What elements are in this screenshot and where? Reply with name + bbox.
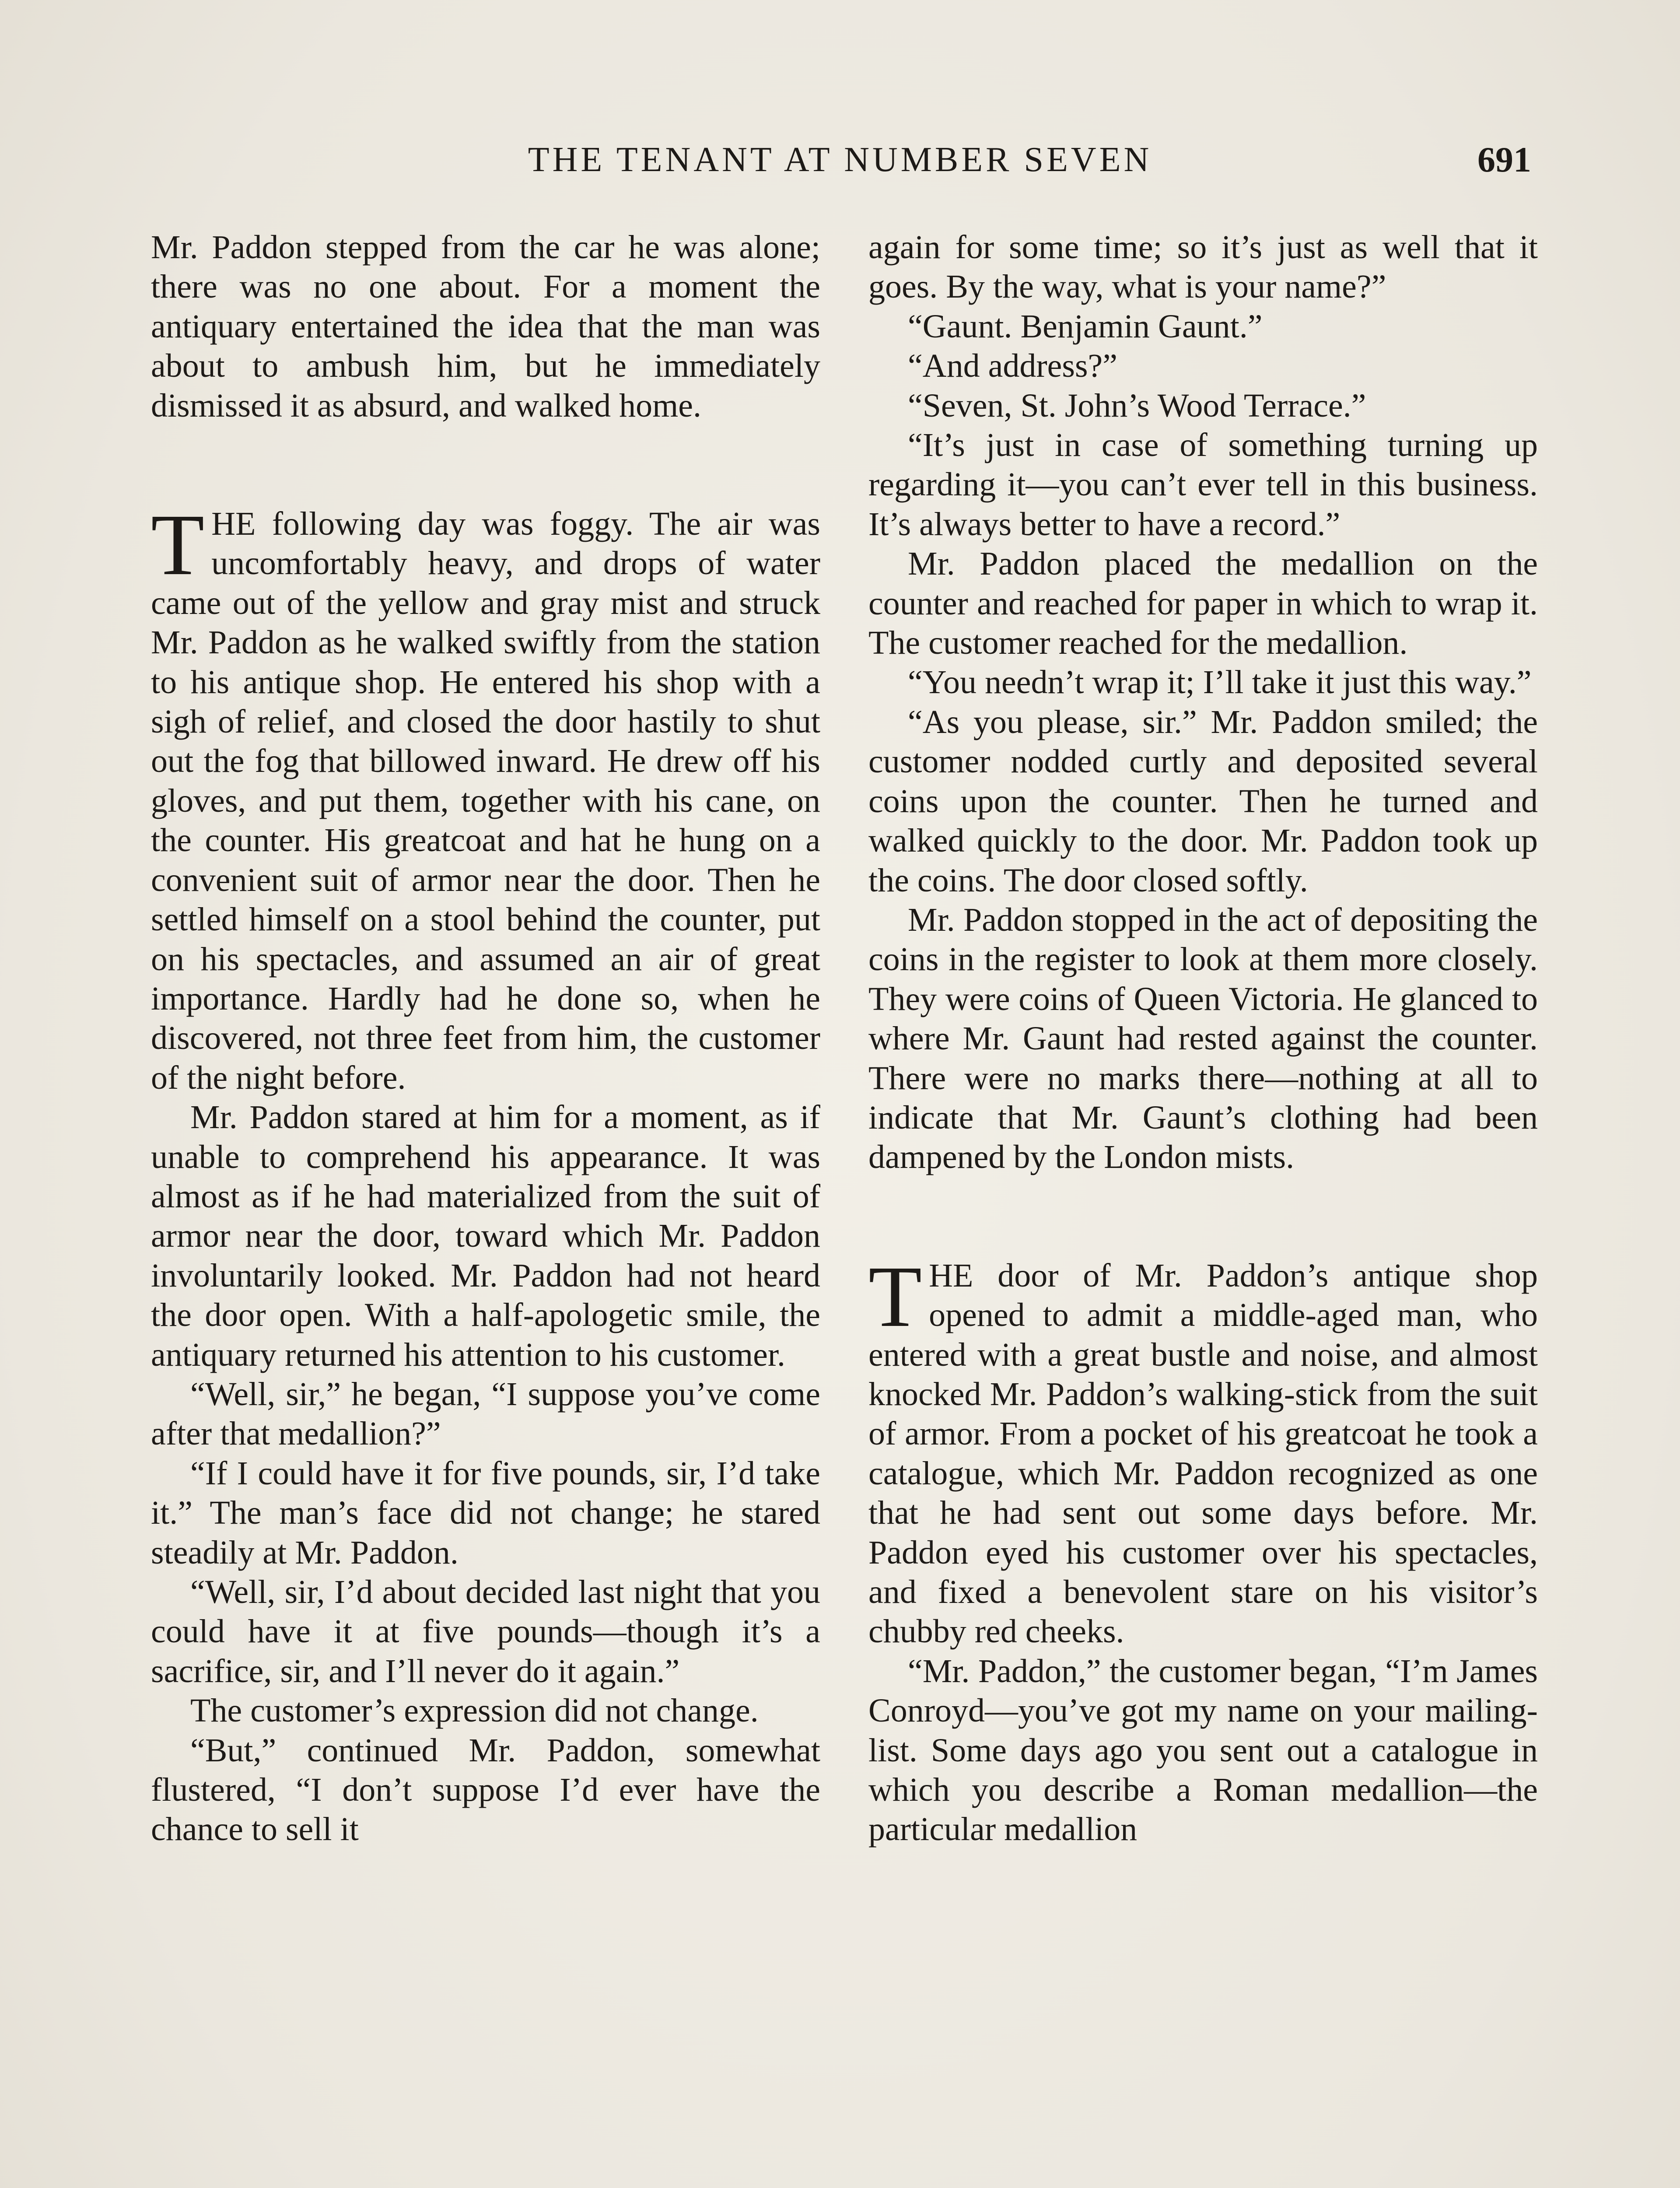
paragraph: “Well, sir, I’d about decided last night that you could have it at five pounds—though it’s a sacrifice, sir, and I’ll never do it again.” bbox=[151, 1574, 820, 1690]
page-header bbox=[149, 133, 1531, 186]
small-caps-lead: HE bbox=[929, 1257, 973, 1294]
small-caps-lead: HE bbox=[211, 505, 256, 543]
paragraph-drop-cap bbox=[151, 497, 820, 1098]
paragraph: “If I could have it for five pounds, sir, I’d take it.” The man’s face did not change; he stared steadily at Mr. Paddon. bbox=[151, 1455, 820, 1571]
paragraph-text: following day was foggy. The air was uncomfortably heavy, and drops of water came out of the yellow and gray mist and struck Mr. Paddon as he walked swiftly from the station to his antique shop. He entered his shop with a sigh of relief, and closed the door hastily to shut out the fog that billowed inward. He drew off his gloves, and put them, together with his cane, on the counter. His greatcoat and hat he hung on a convenient suit of armor near the door. Then he settled himself on a stool behind the counter, put on his spectacles, and assumed an air of great importance. Hardly had he done so, when he discovered, not three feet from him, the customer of the night before. bbox=[151, 505, 820, 1096]
paragraph: again for some time; so it’s just as well that it goes. By the way, what is your name?” bbox=[868, 229, 1538, 305]
paragraph: “But,” continued Mr. Paddon, somewhat flustered, “I don’t suppose I’d ever have the chance to sell it bbox=[151, 1732, 820, 1848]
paragraph: “Mr. Paddon,” the customer began, “I’m James Conroyd—you’ve got my name on your mailing-list. Some days ago you sent out a catalogue in which you describe a Roman medallion—the particular medallion bbox=[868, 1652, 1538, 1848]
paragraph: “It’s just in case of something turning up regarding it—you can’t ever tell in this business. It’s always better to have a record.” bbox=[868, 427, 1538, 543]
paragraph-drop-cap bbox=[868, 1248, 1538, 1652]
paragraph: “You needn’t wrap it; I’ll take it just this way.” bbox=[908, 664, 1532, 701]
paragraph: Mr. Paddon stepped from the car he was alone; there was no one about. For a moment the antiquary entertained the idea that the man was about to ambush him, but he immediately dismissed it as absurd, and walked home. bbox=[151, 229, 820, 424]
paragraph: “Gaunt. Benjamin Gaunt.” bbox=[908, 308, 1263, 345]
paragraph-text: door of Mr. Paddon’s antique shop opened to admit a middle-aged man, who entered with a great bustle and noise, and almost knocked Mr. Paddon’s walking-stick from the suit of armor. From a pocket of his greatcoat he took a catalogue, which Mr. Paddon recognized as one that he had sent out some days before. Mr. Paddon eyed his customer over his spectacles, and fixed a benevolent stare on his visitor’s chubby red cheeks. bbox=[868, 1257, 1538, 1650]
paragraph: “Seven, St. John’s Wood Terrace.” bbox=[908, 387, 1366, 424]
page-number: 691 bbox=[1477, 140, 1531, 179]
paragraph: Mr. Paddon stopped in the act of depositing the coins in the register to look at them more closely. They were coins of Queen Victoria. He glanced to where Mr. Gaunt had rested against the counter. There were no marks there—nothing at all to indicate that Mr. Gaunt’s clothing had been dampened by the London mists. bbox=[868, 901, 1538, 1176]
right-column bbox=[868, 228, 1538, 1849]
left-column bbox=[151, 228, 820, 1849]
running-title: THE TENANT AT NUMBER SEVEN bbox=[528, 140, 1152, 179]
paragraph: “Well, sir,” he began, “I suppose you’ve come after that medallion?” bbox=[151, 1375, 820, 1452]
paragraph: Mr. Paddon stared at him for a moment, as if unable to comprehend his appearance. It was almost as if he had materialized from the suit of armor near the door, toward which Mr. Paddon involuntarily looked. Mr. Paddon had not heard the door open. With a half-apologetic smile, the antiquary returned his attention to his customer. bbox=[151, 1099, 820, 1373]
paragraph: “And address?” bbox=[908, 347, 1118, 385]
drop-cap: T bbox=[868, 1248, 922, 1345]
paragraph: “As you please, sir.” Mr. Paddon smiled; the customer nodded curtly and deposited several coins upon the counter. Then he turned and walked quickly to the door. Mr. Paddon took up the coins. The door closed softly. bbox=[868, 703, 1538, 899]
paragraph: The customer’s expression did not change. bbox=[190, 1692, 759, 1729]
paragraph: Mr. Paddon placed the medallion on the counter and reached for paper in which to wrap it. The customer reached for the medallion. bbox=[868, 545, 1538, 662]
drop-cap: T bbox=[151, 497, 205, 594]
